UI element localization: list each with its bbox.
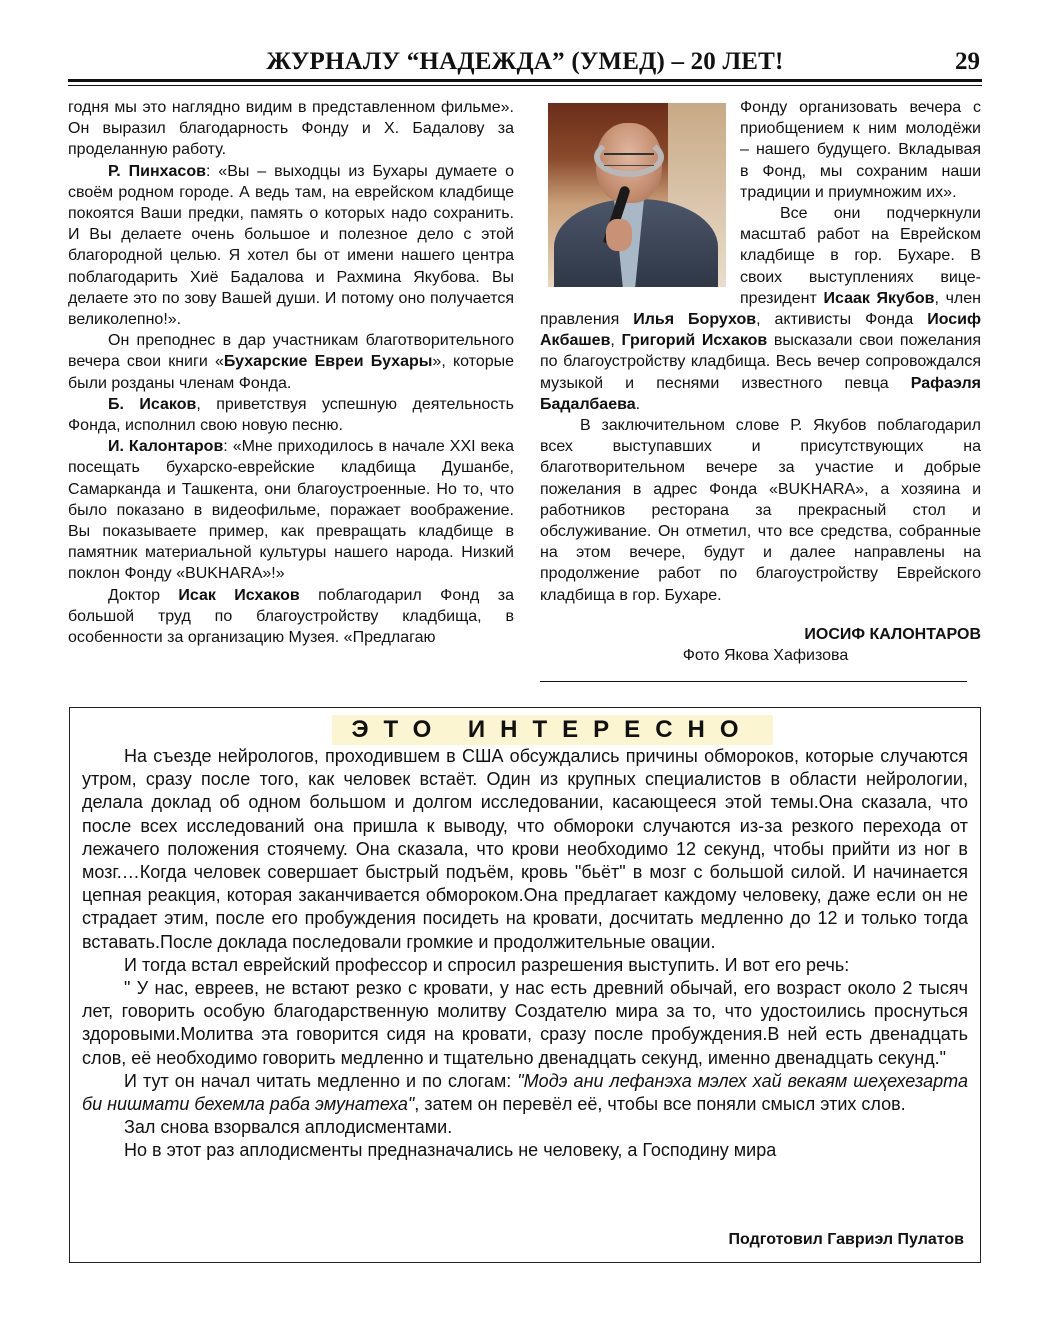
- paragraph: Зал снова взорвался аплодисментами.: [124, 1117, 453, 1138]
- speaker-name: Б. Исаков: [108, 395, 197, 413]
- paragraph: И. Калонтаров: «Мне приходилось в начале XXI века посещать бухарско-еврейские кладбища Душанбе, Самарканда и Ташкента, они благоустроенные. Но то, что было показано в видеофильме, поражает воображение. Вы показываете пример, как превращать кладбище в памятник материальной культуры нашего народа. Низкий поклон Фонду «BUKHARA»!»: [68, 438, 514, 583]
- paragraph: годня мы это наглядно видим в представленном фильме». Он выразил благодарность Фонду и Х. Бадалову за проделанную работу.: [68, 99, 514, 159]
- paragraph: В заключительном слове Р. Якубов поблагодарил всех выступавших и присутствующих на благотворительном вечере за участие и добрые пожелания в адрес Фонда «BUKHARA», а хозяина и работников ресторана за прекрасный стол и обслуживание. Он отметил, что все средства, собранные на этом вечере, будут и далее направлены на продолжение работ по благоустройству Еврейского кладбища в гор. Бухаре.: [540, 417, 981, 604]
- paragraph: На съезде нейрологов, проходившем в США обсуждались причины обмороков, которые случаются утром, сразу после того, как человек встаёт. Один из крупных специалистов в области нейрологии, делала доклад об одном большом и долгом исследовании, касающееся этой темы.Она сказала, что после всех исследований она пришла к выводу, что обмороки случаются из-за резкого перехода от лежачего положения стоячему. Она сказала, что крови необходимо 12 секунд, чтобы прийти из ног в мозг.…Когда человек совершает быстрый подъём, кровь "бьёт" в мозг с большой силой. И начинается цепная реакция, которая заканчивается обмороком.Она предлагает каждому человеку, даже если он не страдает этим, после его пробуждения посидеть на кровати, досчитать медленно до 12 и только тогда вставать.После доклада последовали громкие и продолжительные овации.: [82, 746, 968, 952]
- box-title: ЭТО ИНТЕРЕСНО: [332, 715, 773, 745]
- person-name: Илья Борухов: [633, 311, 757, 329]
- photo-glasses: [604, 153, 654, 166]
- paragraph: Он преподнес в дар участникам благотворительного вечера свои книги «Бухарские Евреи Бухары», которые были розданы членам Фонда.: [68, 332, 515, 392]
- paragraph: Р. Пинхасов: «Вы – выходцы из Бухары думаете о своём родном городе. А ведь там, на еврейском кладбище покоятся Ваши предки, память о которых надо сохранить. И Вы делаете очень большое и полезное дело с этой благородной целью. Я хотел бы от имени нашего центра поблагодарить Хиё Бадалова и Рахмина Якубова. Вы делаете это по зову Вашей души. И потому оно получается великолепно!».: [68, 162, 514, 329]
- box-author: Подготовил Гавриэл Пулатов: [728, 1231, 964, 1248]
- person-name: Исаак Якубов: [823, 289, 935, 307]
- speaker-name: Исак Исхаков: [178, 586, 300, 604]
- article-end-rule: [540, 681, 967, 682]
- paragraph: Фонду организовать вечера с приобщением к ним молодёжи – нашего будущего. Вкладывая в Фонд, мы сохраним наши традиции и приумножим их».: [740, 99, 981, 201]
- left-column: [68, 97, 514, 648]
- speaker-name: И. Калонтаров: [108, 438, 224, 456]
- paragraph: Доктор Исак Исхаков поблагодарил Фонд за большой труд по благоустройству кладбища, в особенности за организацию Музея. «Предлагаю: [68, 586, 514, 647]
- paragraph: Но в этот раз аплодисменты предназначались не человеку, а Господину мира: [124, 1140, 777, 1161]
- paragraph: Б. Исаков, приветствуя успешную деятельность Фонда, исполнил свою новую песню.: [68, 395, 514, 435]
- speaker-photo: [548, 103, 726, 287]
- speaker-name: Р. Пинхасов: [108, 162, 206, 180]
- header-rule-thick: [68, 79, 982, 82]
- paragraph: И тогда встал еврейский профессор и спросил разрешения выступить. И вот его речь:: [124, 954, 850, 975]
- person-name: Рафаэля Бадалбаева: [540, 374, 981, 413]
- page-number: 29: [955, 48, 980, 75]
- paragraph: Все они подчеркнули масштаб работ на Еврейском кладбище в гор. Бухаре. В своих выступлениях вице-президент Исаак Якубов, член правления Илья Борухов, активисты Фонда Иосиф Акбашев, Григорий Исхаков высказали свои пожелания по благоустройству кладбища. Весь вечер сопровождался музыкой и песнями известного певца Рафаэля Бадалбаева.: [540, 205, 982, 413]
- person-name: Григорий Исхаков: [621, 332, 768, 350]
- box-text: [82, 745, 968, 1163]
- right-column: [540, 97, 981, 606]
- header-rule-thin: [68, 85, 982, 86]
- header-title: ЖУРНАЛУ “НАДЕЖДА” (УМЕД) – 20 ЛЕТ!: [266, 48, 784, 75]
- author-signature: ИОСИФ КАЛОНТАРОВ: [804, 626, 981, 643]
- book-title: Бухарские Евреи Бухары: [223, 353, 433, 371]
- interesting-box: [69, 707, 981, 1263]
- paragraph: И тут он начал читать медленно и по слогам: "Модэ ани лефанэха мэлех хай векаям шеҳехезарта би нишмати бехемла раба эмунатеха", затем он перевёл её, чтобы все поняли смысл этих слов.: [82, 1070, 968, 1115]
- photo-hand: [606, 219, 632, 251]
- prayer-quote: "Модэ ани лефанэха мэлех хай векаям шеҳехезарта би нишмати бехемла раба эмунатеха": [82, 1070, 968, 1115]
- photo-credit: Фото Якова Хафизова: [682, 647, 849, 664]
- person-name: Иосиф Акбашев: [540, 311, 982, 350]
- paragraph: " У нас, евреев, не встают резко с кровати, у нас есть древний обычай, его возраст около 2 тысяч лет, говорить особую благодарственную молитву Создателю мира за то, что удостоились проснуться здоровыми.Молитва эта говорится сидя на кровати, сразу после пробуждения.В ней есть двенадцать слов, её необходимо говорить медленно и тщательно двенадцать секунд, именно двенадцать секунд.": [82, 978, 968, 1068]
